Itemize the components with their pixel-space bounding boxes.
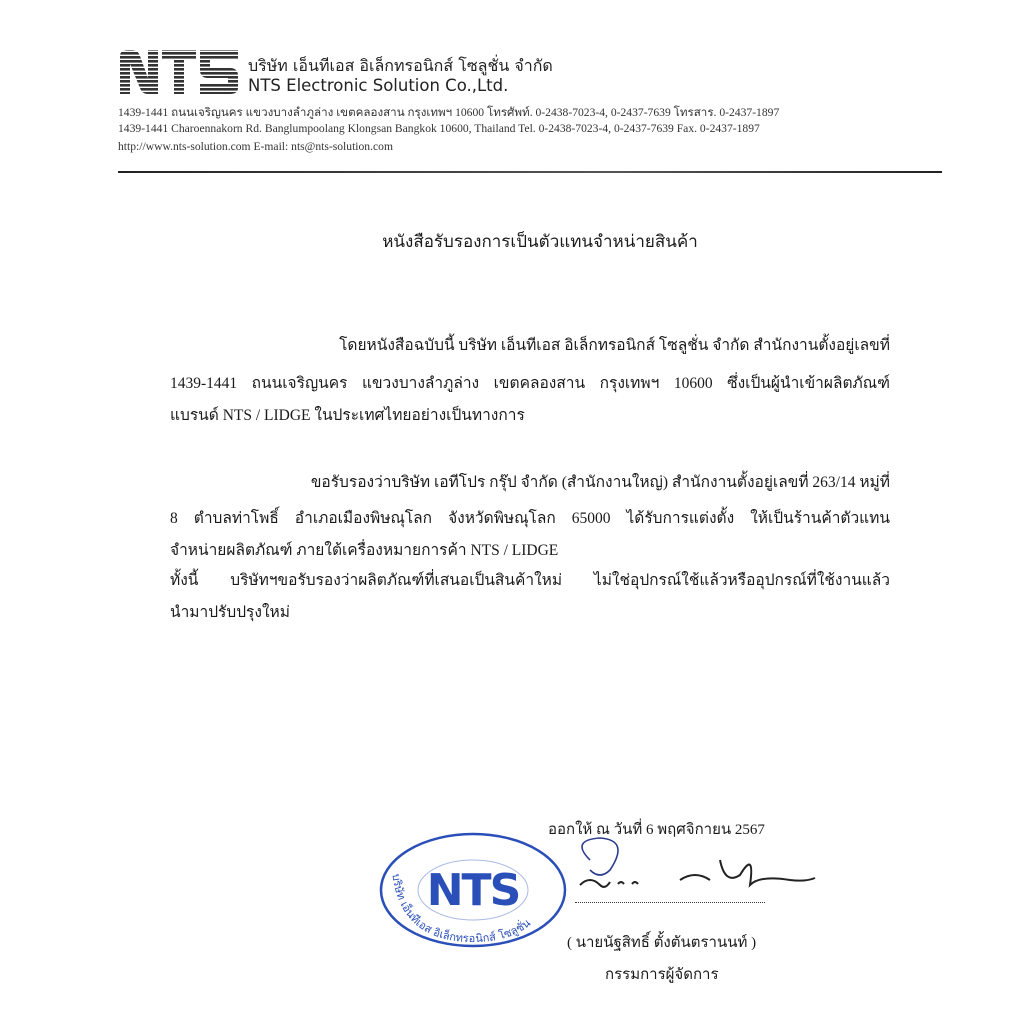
address-english: 1439-1441 Charoennakorn Rd. Banglumpoolang Klongsan Bangkok 10600, Thailand Tel. 0-2438-7023-4, 0-2437-7639 Fax. 0-2437-1897 <box>118 122 760 135</box>
signature-line <box>575 902 765 903</box>
paragraph2-line: 8 ตำบลท่าโพธิ์ อำเภอเมืองพิษณุโลก จังหวัดพิษณุโลก 65000 ได้รับการแต่งตั้ง ให้เป็นร้านค้าตัวแทน <box>170 510 890 527</box>
svg-text:NTS: NTS <box>426 865 520 916</box>
paragraph2-line: นำมาปรับปรุงใหม่ <box>170 604 290 621</box>
svg-text:บริษัท เอ็นทีเอส อิเล็กทรอนิกส: บริษัท เอ็นทีเอส อิเล็กทรอนิกส์ โซลูชั่น <box>389 872 533 946</box>
document-title: หนังสือรับรองการเป็นตัวแทนจำหน่ายสินค้า <box>382 232 698 252</box>
paragraph2-line: ขอรับรองว่าบริษัท เอทีโปร กรุ๊ป จำกัด (สำนักงานใหญ่) สำนักงานตั้งอยู่เลขที่ 263/14 หมู่ที่ <box>310 474 890 491</box>
paragraph1-line: โดยหนังสือฉบับนี้ บริษัท เอ็นทีเอส อิเล็กทรอนิกส์ โซลูชั่น จำกัด สำนักงานตั้งอยู่เลขที่ <box>339 337 890 354</box>
nts-logo <box>118 48 240 98</box>
company-name-thai: บริษัท เอ็นทีเอส อิเล็กทรอนิกส์ โซลูชั่น จำกัด <box>248 56 553 75</box>
header-divider <box>118 171 942 173</box>
address-thai: 1439-1441 ถนนเจริญนคร แขวงบางลำภูล่าง เขตคลองสาน กรุงเทพฯ 10600 โทรศัพท์. 0-2438-7023-4, 0-2437-7639 โทรสาร. 0-2437-1897 <box>118 106 780 119</box>
paragraph2-line: ทั้งนี้ บริษัทฯขอรับรองว่าผลิตภัณฑ์ที่เสนอเป็นสินค้าใหม่ ไม่ใช่อุปกรณ์ใช้แล้วหรืออุปกรณ์ที่ใช้งานแล้ว <box>170 572 890 589</box>
paragraph1-line: แบรนด์ NTS / LIDGE ในประเทศไทยอย่างเป็นทางการ <box>170 407 525 424</box>
signatory-name: ( นายนัฐสิทธิ์ ตั้งตันตรานนท์ ) <box>567 935 757 951</box>
signatory-position: กรรมการผู้จัดการ <box>605 967 719 983</box>
web-email: http://www.nts-solution.com E-mail: nts@nts-solution.com <box>118 140 393 153</box>
issue-date: ออกให้ ณ วันที่ 6 พฤศจิกายน 2567 <box>548 822 765 838</box>
company-name-english: NTS Electronic Solution Co.,Ltd. <box>248 76 509 95</box>
paragraph2-line: จำหน่ายผลิตภัณฑ์ ภายใต้เครื่องหมายการค้า NTS / LIDGE <box>170 542 559 559</box>
company-stamp <box>378 830 568 950</box>
paragraph1-line: 1439-1441 ถนนเจริญนคร แขวงบางลำภูล่าง เขตคลองสาน กรุงเทพฯ 10600 ซึ่งเป็นผู้นำเข้าผลิตภัณฑ์ <box>170 375 890 392</box>
handwritten-signature <box>560 830 830 900</box>
